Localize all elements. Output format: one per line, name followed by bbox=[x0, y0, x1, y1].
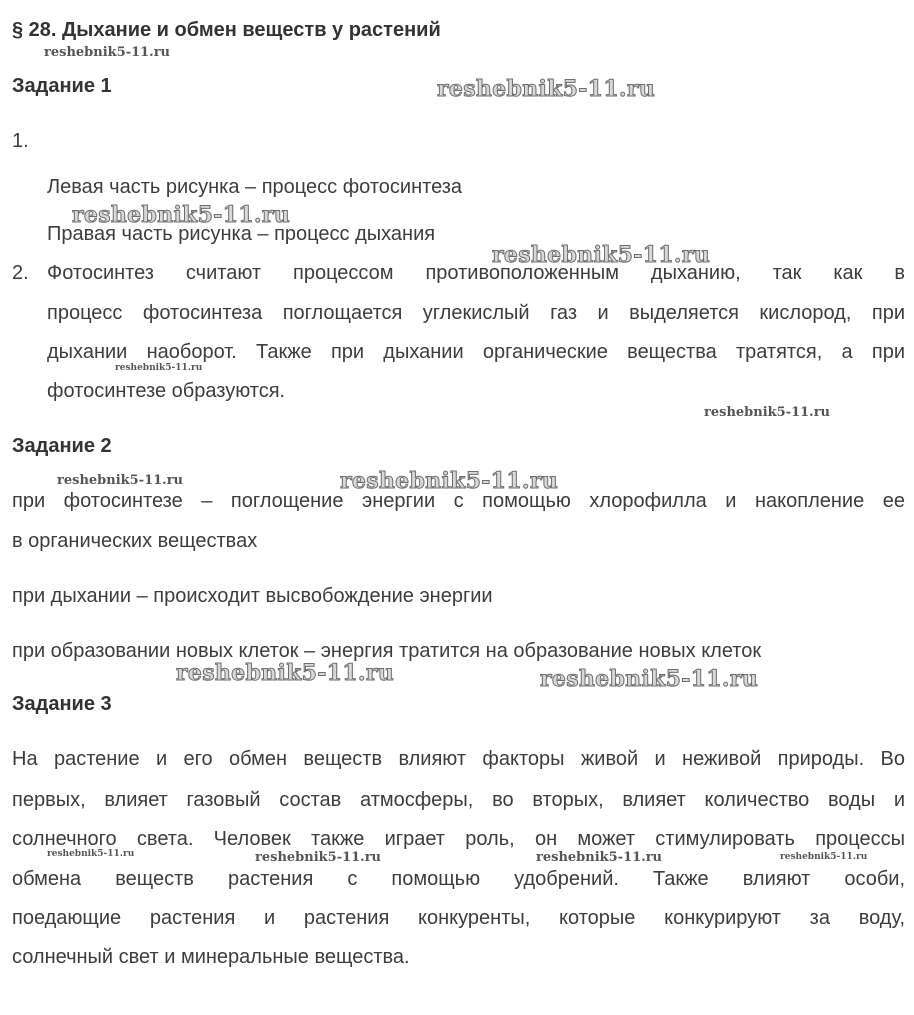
watermark: reshebnik5-11.ru bbox=[492, 242, 711, 268]
watermark: reshebnik5-11.ru bbox=[72, 202, 291, 228]
watermark: reshebnik5-11.ru bbox=[780, 852, 868, 862]
task1-item2-line: процесс фотосинтеза поглощается углекислый газ и выделяется кислород, при bbox=[47, 302, 905, 324]
task2-heading: Задание 2 bbox=[12, 435, 112, 457]
task3-line: солнечного света. Человек также играет роль, он может стимулировать процессы bbox=[12, 828, 905, 850]
task2-para1-line: в органических веществах bbox=[12, 530, 258, 552]
task3-line: обмена веществ растения с помощью удобрений. Также влияют особи, bbox=[12, 868, 905, 890]
task3-line: солнечный свет и минеральные вещества. bbox=[12, 946, 410, 968]
watermark: reshebnik5-11.ru bbox=[176, 660, 395, 686]
watermark: reshebnik5-11.ru bbox=[255, 850, 382, 865]
task2-para3: при образовании новых клеток – энергия тратится на образование новых клеток bbox=[12, 640, 762, 662]
page-title: § 28. Дыхание и обмен веществ у растений bbox=[12, 19, 441, 41]
task1-item2-line: дыхании наоборот. Также при дыхании органические вещества тратятся, а при bbox=[47, 341, 905, 363]
task1-item1-line1: Левая часть рисунка – процесс фотосинтеза bbox=[47, 176, 463, 198]
task1-item1-number: 1. bbox=[12, 130, 29, 152]
task1-item1-line2: Правая часть рисунка – процесс дыхания bbox=[47, 223, 436, 245]
watermark: reshebnik5-11.ru bbox=[115, 363, 203, 373]
watermark: reshebnik5-11.ru bbox=[44, 45, 171, 60]
watermark: reshebnik5-11.ru bbox=[47, 849, 135, 859]
task3-line: поедающие растения и растения конкуренты, которые конкурируют за воду, bbox=[12, 907, 905, 929]
task3-line: На растение и его обмен веществ влияют факторы живой и неживой природы. Во bbox=[12, 748, 905, 770]
task3-heading: Задание 3 bbox=[12, 693, 112, 715]
task1-heading: Задание 1 bbox=[12, 75, 112, 97]
watermark: reshebnik5-11.ru bbox=[540, 666, 759, 692]
watermark: reshebnik5-11.ru bbox=[536, 850, 663, 865]
task2-para1-line: при фотосинтезе – поглощение энергии с помощью хлорофилла и накопление ее bbox=[12, 490, 905, 512]
task2-para2: при дыхании – происходит высвобождение энергии bbox=[12, 585, 493, 607]
task1-item2-number: 2. bbox=[12, 262, 29, 284]
watermark: reshebnik5-11.ru bbox=[340, 468, 559, 494]
task1-item2-line: фотосинтезе образуются. bbox=[47, 380, 286, 402]
task1-item2-line: Фотосинтез считают процессом противоположенным дыханию, так как в bbox=[47, 262, 905, 284]
watermark: reshebnik5-11.ru bbox=[437, 76, 656, 102]
task3-line: первых, влияет газовый состав атмосферы, во вторых, влияет количество воды и bbox=[12, 789, 905, 811]
watermark: reshebnik5-11.ru bbox=[57, 473, 184, 488]
watermark: reshebnik5-11.ru bbox=[704, 405, 831, 420]
